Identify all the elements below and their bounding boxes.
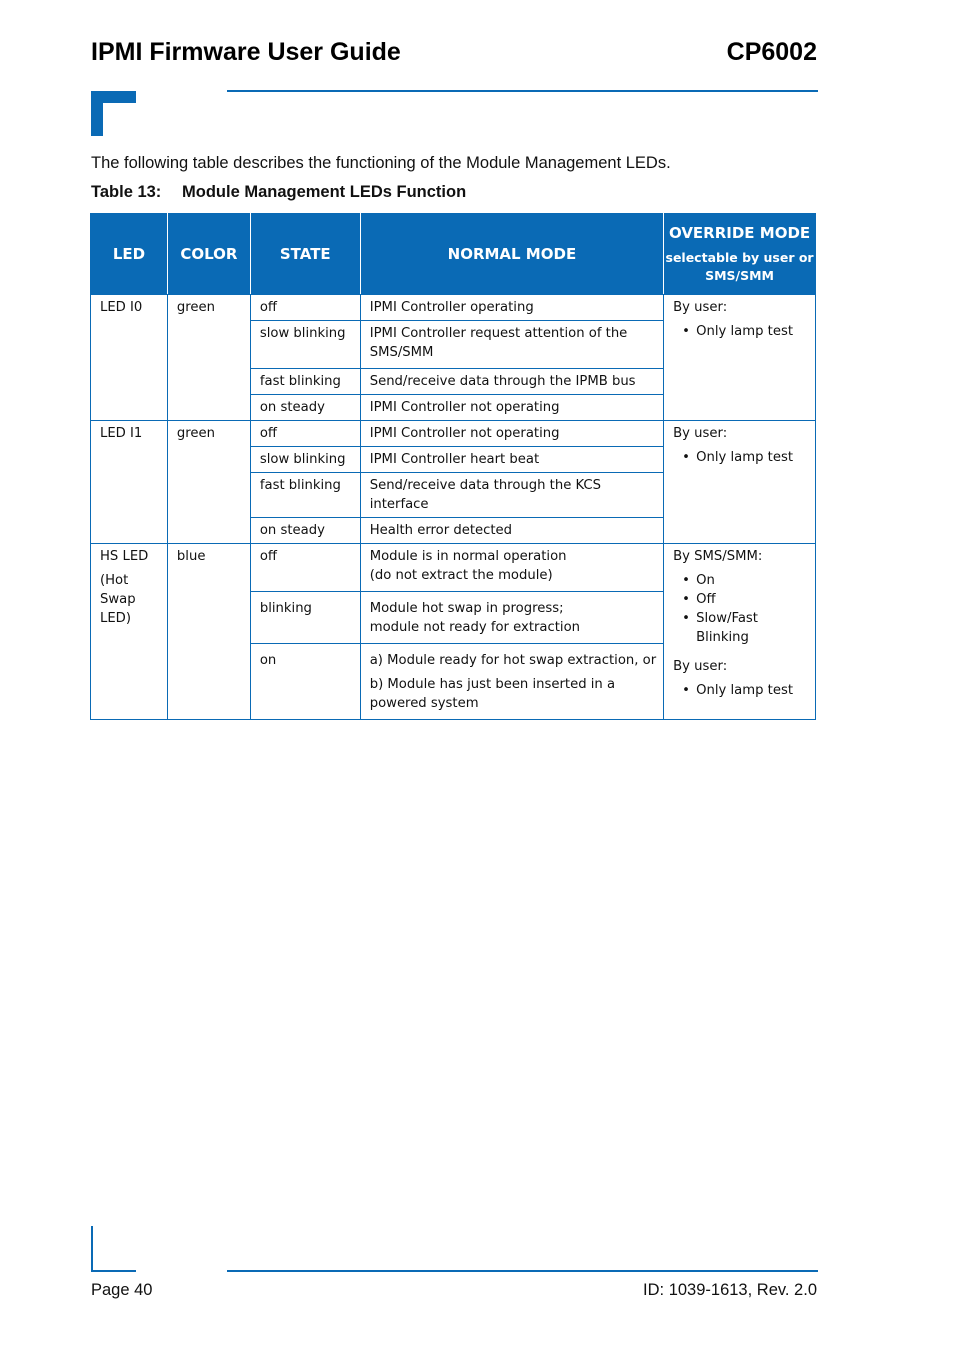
override-cell <box>664 544 816 720</box>
led-function-table <box>90 213 816 720</box>
override-list <box>673 448 810 467</box>
color-cell: blue <box>167 544 250 720</box>
state-cell: on <box>250 644 360 720</box>
normal-mode-cell: IPMI Controller not operating <box>360 395 663 421</box>
led-name: HS LED <box>100 549 149 564</box>
table-row <box>91 421 816 447</box>
list-item: • Only lamp test <box>696 681 810 700</box>
state-cell: off <box>250 544 360 592</box>
state-cell: off <box>250 295 360 321</box>
led-cell: LED I1 <box>91 421 168 544</box>
document-id: ID: 1039-1613, Rev. 2.0 <box>643 1281 817 1299</box>
table-header-row <box>91 214 816 295</box>
product-model: CP6002 <box>726 38 817 66</box>
header-normal-mode: NORMAL MODE <box>360 214 663 295</box>
override-list <box>673 322 810 341</box>
override-cell <box>664 295 816 421</box>
footer-rule <box>227 1270 818 1272</box>
table-number: Table 13: <box>91 183 162 201</box>
page-number: Page 40 <box>91 1281 153 1299</box>
list-item: • On <box>696 571 810 590</box>
override-list <box>673 681 810 700</box>
color-cell: green <box>167 295 250 421</box>
header-override-title: OVERRIDE MODE <box>668 223 811 242</box>
normal-mode-cell: Send/receive data through the KCS interface <box>360 473 663 518</box>
normal-mode-cell <box>360 592 663 644</box>
normal-line: a) Module ready for hot swap extraction, or <box>369 653 657 668</box>
normal-line: Module hot swap in progress; <box>369 601 564 616</box>
override-cell <box>664 421 816 544</box>
table-caption <box>91 183 466 202</box>
state-cell: slow blinking <box>250 321 360 369</box>
override-by-label: By user: <box>673 300 728 315</box>
override-list <box>673 571 810 647</box>
override-by-label: By user: <box>673 659 728 674</box>
normal-mode-cell: Send/receive data through the IPMB bus <box>360 369 663 395</box>
normal-mode-cell: IPMI Controller request attention of the SMS/SMM <box>360 321 663 369</box>
normal-mode-cell <box>360 644 663 720</box>
intro-paragraph: The following table describes the functioning of the Module Management LEDs. <box>91 154 671 172</box>
normal-mode-cell: IPMI Controller heart beat <box>360 447 663 473</box>
table-row <box>91 544 816 592</box>
state-cell: blinking <box>250 592 360 644</box>
normal-line: b) Module has just been inserted in a powered system <box>369 677 616 711</box>
corner-mark-top <box>91 91 136 136</box>
table-title: Module Management LEDs Function <box>182 183 467 201</box>
state-cell: fast blinking <box>250 369 360 395</box>
corner-mark-bottom <box>91 1226 136 1272</box>
header-override-subtitle: selectable by user or SMS/SMM <box>665 249 814 283</box>
normal-line: (do not extract the module) <box>369 568 553 583</box>
document-title: IPMI Firmware User Guide <box>91 38 401 66</box>
header-color: COLOR <box>167 214 250 295</box>
state-cell: on steady <box>250 395 360 421</box>
header-override-mode <box>664 214 816 295</box>
normal-mode-cell: IPMI Controller not operating <box>360 421 663 447</box>
led-cell: LED I0 <box>91 295 168 421</box>
normal-mode-cell: Health error detected <box>360 518 663 544</box>
header-rule <box>227 90 818 92</box>
normal-mode-cell: IPMI Controller operating <box>360 295 663 321</box>
list-item: • Only lamp test <box>696 448 810 467</box>
state-cell: fast blinking <box>250 473 360 518</box>
color-cell: green <box>167 421 250 544</box>
list-item: • Only lamp test <box>696 322 810 341</box>
header-led: LED <box>91 214 168 295</box>
header-state: STATE <box>250 214 360 295</box>
list-item: • Off <box>696 590 810 609</box>
list-item: • Slow/Fast Blinking <box>696 609 810 647</box>
state-cell: on steady <box>250 518 360 544</box>
normal-mode-cell <box>360 544 663 592</box>
state-cell: slow blinking <box>250 447 360 473</box>
override-by-label: By user: <box>673 426 728 441</box>
override-by-label: By SMS/SMM: <box>673 549 763 564</box>
table-row <box>91 295 816 321</box>
led-subname: (Hot Swap LED) <box>100 573 136 626</box>
led-cell <box>91 544 168 720</box>
normal-line: Module is in normal operation <box>369 549 567 564</box>
normal-line: module not ready for extraction <box>369 620 581 635</box>
state-cell: off <box>250 421 360 447</box>
